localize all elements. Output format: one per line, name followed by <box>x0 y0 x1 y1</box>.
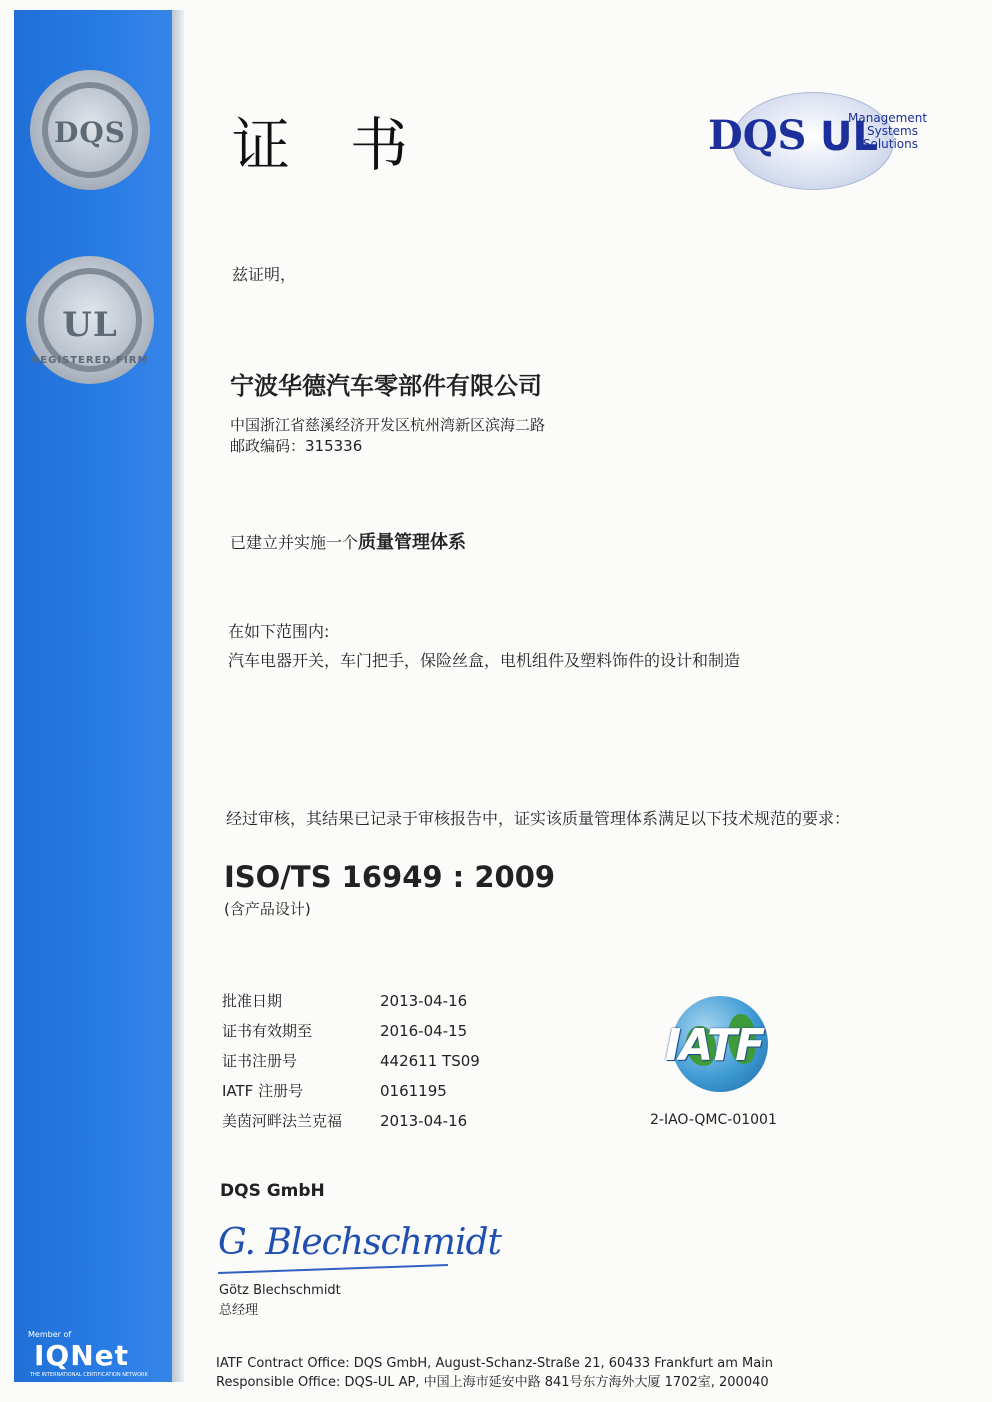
detail-value-approval-date: 2013-04-16 <box>380 992 468 1010</box>
logo-tagline: Management Systems Solutions <box>848 111 928 151</box>
issuer-company: DQS GmbH <box>220 1181 325 1201</box>
detail-value-valid-until: 2016-04-15 <box>380 1022 468 1040</box>
detail-value-cert-number: 442611 TS09 <box>380 1052 480 1070</box>
ul-seal-subtext: REGISTERED FIRM <box>31 355 149 366</box>
detail-label-cert-number: 证书注册号 <box>222 1052 298 1070</box>
dqs-seal-text: DQS <box>54 115 126 149</box>
company-postcode: 邮政编码：315336 <box>230 437 363 455</box>
iatf-logo <box>650 996 778 1100</box>
system-name: 质量管理体系 <box>358 532 467 553</box>
company-name: 宁波华德汽车零部件有限公司 <box>230 372 542 400</box>
detail-label-issue-place: 美茵河畔法兰克福 <box>222 1112 343 1130</box>
company-address: 中国浙江省慈溪经济开发区杭州湾新区滨海二路 <box>230 416 546 434</box>
certificate-title: 证书 <box>232 111 469 179</box>
iatf-code: 2-IAO-QMC-01001 <box>650 1112 777 1128</box>
audit-statement: 经过审核，其结果已记录于审核报告中，证实该质量管理体系满足以下技术规范的要求： <box>226 809 851 828</box>
signatory-role: 总经理 <box>219 1303 259 1318</box>
detail-label-iatf-number: IATF 注册号 <box>222 1082 304 1100</box>
detail-value-iatf-number: 0161195 <box>380 1082 447 1100</box>
scope-label: 在如下范围内: <box>228 622 330 641</box>
footer-contact-office: IATF Contract Office: DQS GmbH, August-Schanz-Straße 21, 60433 Frankfurt am Main <box>216 1356 774 1371</box>
sidebar-edge-stripe <box>172 10 184 1382</box>
system-statement <box>230 528 466 554</box>
signatory-name: Götz Blechschmidt <box>219 1283 341 1298</box>
iqnet-subtitle: THE INTERNATIONAL CERTIFICATION NETWORK <box>30 1372 148 1378</box>
scope-text: 汽车电器开关，车门把手，保险丝盒，电机组件及塑料饰件的设计和制造 <box>228 651 741 670</box>
iatf-logo-text: IATF <box>664 1020 764 1071</box>
system-prefix: 已建立并实施一个 <box>230 533 359 552</box>
standard-name: ISO/TS 16949 : 2009 <box>224 860 556 894</box>
logo-dqs-letters: DQS <box>708 112 807 159</box>
footer-responsible-office: Responsible Office: DQS-UL AP, 中国上海市延安中路 841号东方海外大厦 1702室, 200040 <box>216 1375 769 1390</box>
detail-label-approval-date: 批准日期 <box>222 992 283 1010</box>
iqnet-member-badge <box>18 1330 178 1386</box>
dqs-seal-icon <box>30 70 150 190</box>
blue-sidebar-band <box>14 10 180 1382</box>
member-label: Member of <box>28 1330 72 1339</box>
standard-note: (含产品设计) <box>224 900 311 918</box>
handwritten-signature: G. Blechschmidt <box>218 1222 501 1263</box>
detail-value-issue-date: 2013-04-16 <box>380 1112 468 1130</box>
signature-underline <box>218 1264 448 1274</box>
intro-text: 兹证明， <box>232 265 297 284</box>
detail-label-valid-until: 证书有效期至 <box>222 1022 313 1040</box>
dqs-ul-management-systems-logo <box>708 92 928 188</box>
ul-registered-firm-seal-icon <box>26 256 154 384</box>
ul-seal-text: UL <box>62 304 118 345</box>
iqnet-name: IQNet <box>34 1339 130 1372</box>
logo-ul-letters: UL <box>820 114 878 160</box>
